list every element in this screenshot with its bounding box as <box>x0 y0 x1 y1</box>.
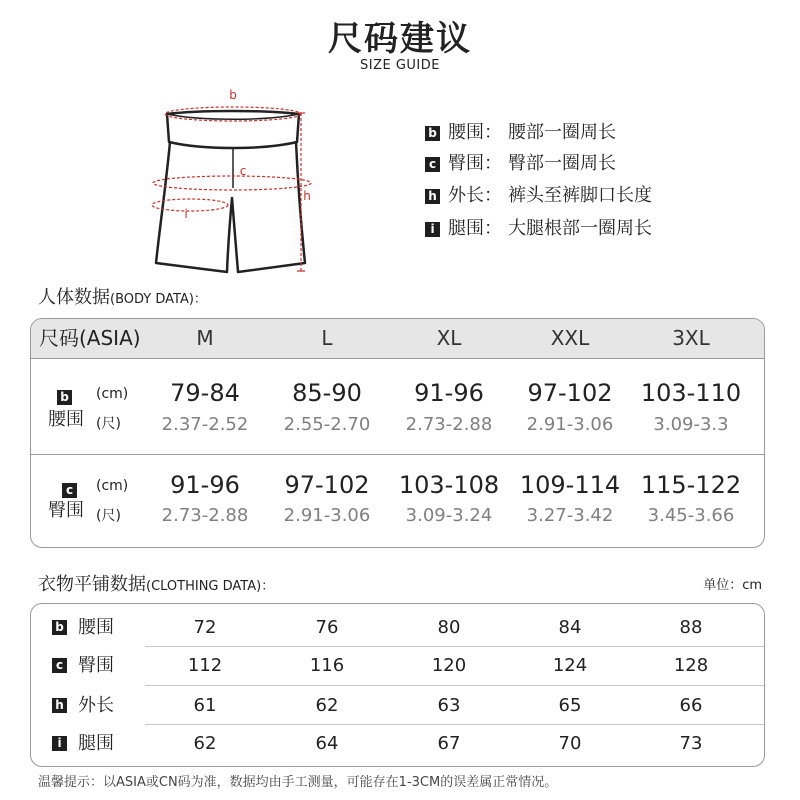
legend-badge: b <box>425 126 440 141</box>
table-cell: 73 <box>679 733 703 754</box>
chi-value: 3.09-3.24 <box>405 505 493 526</box>
table-cell: 62 <box>315 695 339 716</box>
length-badge: h <box>52 698 67 713</box>
legend-description: 腰部一圈周长 <box>508 122 616 143</box>
shorts-body <box>156 142 305 272</box>
cm-value: 91-96 <box>170 471 240 499</box>
table-cell: 64 <box>315 733 339 754</box>
legend-description: 裤头至裤脚口长度 <box>508 185 652 206</box>
table-cell: 76 <box>315 617 339 638</box>
table-cell: 84 <box>558 617 582 638</box>
length-measure-label: h <box>303 189 311 203</box>
footer-note: 温馨提示：以ASIA或CN码为准，数据均由手工测量，可能存在1-3CM的误差属正常情况。 <box>38 775 558 790</box>
table-cell: 116 <box>309 655 345 676</box>
legend-description: 大腿根部一圈周长 <box>508 218 652 239</box>
clothing-data-heading <box>38 574 274 598</box>
legend-description: 臀部一圈周长 <box>508 153 616 174</box>
table-cell: 124 <box>552 655 588 676</box>
cm-value: 79-84 <box>170 379 240 407</box>
unit-cm-label: (cm) <box>96 478 129 494</box>
legend-item-waist <box>425 122 616 144</box>
legend-label: 臀围： <box>448 153 502 174</box>
row-name: 腿围 <box>78 733 114 754</box>
waist-measure-label: b <box>229 88 237 102</box>
row-name: 臀围 <box>78 655 114 676</box>
clothing-data-title: 衣物平铺数据 <box>38 574 146 595</box>
row-name: 腰围 <box>48 409 84 430</box>
table-cell: 88 <box>679 617 703 638</box>
table-cell: 66 <box>679 695 703 716</box>
size-header: 3XL <box>672 326 710 350</box>
table-cell: 70 <box>558 733 582 754</box>
size-header: M <box>196 326 214 350</box>
row-divider <box>145 646 764 647</box>
cm-value: 103-110 <box>640 379 742 407</box>
unit-chi-label: (尺) <box>96 508 121 524</box>
table-cell: 120 <box>431 655 467 676</box>
legend-label: 腰围： <box>448 122 502 143</box>
hip-measure-label: c <box>239 164 247 178</box>
body-data-title: 人体数据 <box>38 287 110 308</box>
table-header-row <box>31 319 764 359</box>
page-title: 尺码建议 <box>328 19 472 59</box>
cm-value: 115-122 <box>640 471 742 499</box>
cm-value: 85-90 <box>292 379 362 407</box>
hip-badge: c <box>62 483 77 498</box>
row-name: 外长 <box>78 695 114 716</box>
chi-value: 3.27-3.42 <box>526 505 614 526</box>
chi-value: 2.91-3.06 <box>526 414 614 435</box>
unit-chi-label: (尺) <box>96 416 121 432</box>
table-cell: 67 <box>437 733 461 754</box>
shorts-diagram <box>140 80 330 285</box>
chi-value: 2.37-2.52 <box>161 414 249 435</box>
row-name: 臀围 <box>48 500 84 521</box>
row-name: 腰围 <box>78 617 114 638</box>
body-data-table <box>30 318 765 548</box>
unit-cm-label: (cm) <box>96 386 129 402</box>
clothing-data-title-en: (CLOTHING DATA)： <box>146 579 275 594</box>
legend-item-thigh <box>425 218 652 240</box>
legend-label: 外长： <box>448 185 502 206</box>
legend-badge: h <box>425 189 440 204</box>
legend-label: 腿围： <box>448 218 502 239</box>
cm-value: 97-102 <box>527 379 613 407</box>
hip-badge: c <box>52 658 67 673</box>
table-cell: 80 <box>437 617 461 638</box>
waist-badge: b <box>52 620 67 635</box>
table-cell: 128 <box>673 655 709 676</box>
size-header: L <box>321 326 333 350</box>
legend-item-hip <box>425 153 616 175</box>
table-cell: 62 <box>193 733 217 754</box>
legend-badge: c <box>425 157 440 172</box>
size-header: XL <box>436 326 462 350</box>
table-cell: 112 <box>187 655 223 676</box>
row-divider <box>145 685 764 686</box>
page-subtitle: SIZE GUIDE <box>360 58 440 73</box>
table-cell: 72 <box>193 617 217 638</box>
legend-item-length <box>425 185 652 207</box>
body-data-heading <box>38 287 207 311</box>
waist-badge: b <box>57 390 72 405</box>
table-cell: 61 <box>193 695 217 716</box>
row-divider <box>31 454 764 455</box>
table-cell: 63 <box>437 695 461 716</box>
size-header: XXL <box>550 326 590 350</box>
cm-value: 97-102 <box>284 471 370 499</box>
unit-note: 单位：cm <box>703 578 762 593</box>
row-divider <box>145 724 764 725</box>
chi-value: 2.73-2.88 <box>405 414 493 435</box>
chi-value: 2.55-2.70 <box>283 414 371 435</box>
size-column-header: 尺码(ASIA) <box>39 326 141 350</box>
cm-value: 91-96 <box>414 379 484 407</box>
clothing-data-table <box>30 603 765 767</box>
thigh-badge: i <box>52 736 67 751</box>
chi-value: 3.09-3.3 <box>653 414 729 435</box>
table-cell: 65 <box>558 695 582 716</box>
cm-value: 109-114 <box>519 471 621 499</box>
chi-value: 2.73-2.88 <box>161 505 249 526</box>
chi-value: 3.45-3.66 <box>647 505 735 526</box>
chi-value: 2.91-3.06 <box>283 505 371 526</box>
thigh-measure-label: i <box>184 207 188 221</box>
cm-value: 103-108 <box>398 471 500 499</box>
body-data-title-en: (BODY DATA)： <box>110 292 207 307</box>
legend-badge: i <box>425 222 440 237</box>
